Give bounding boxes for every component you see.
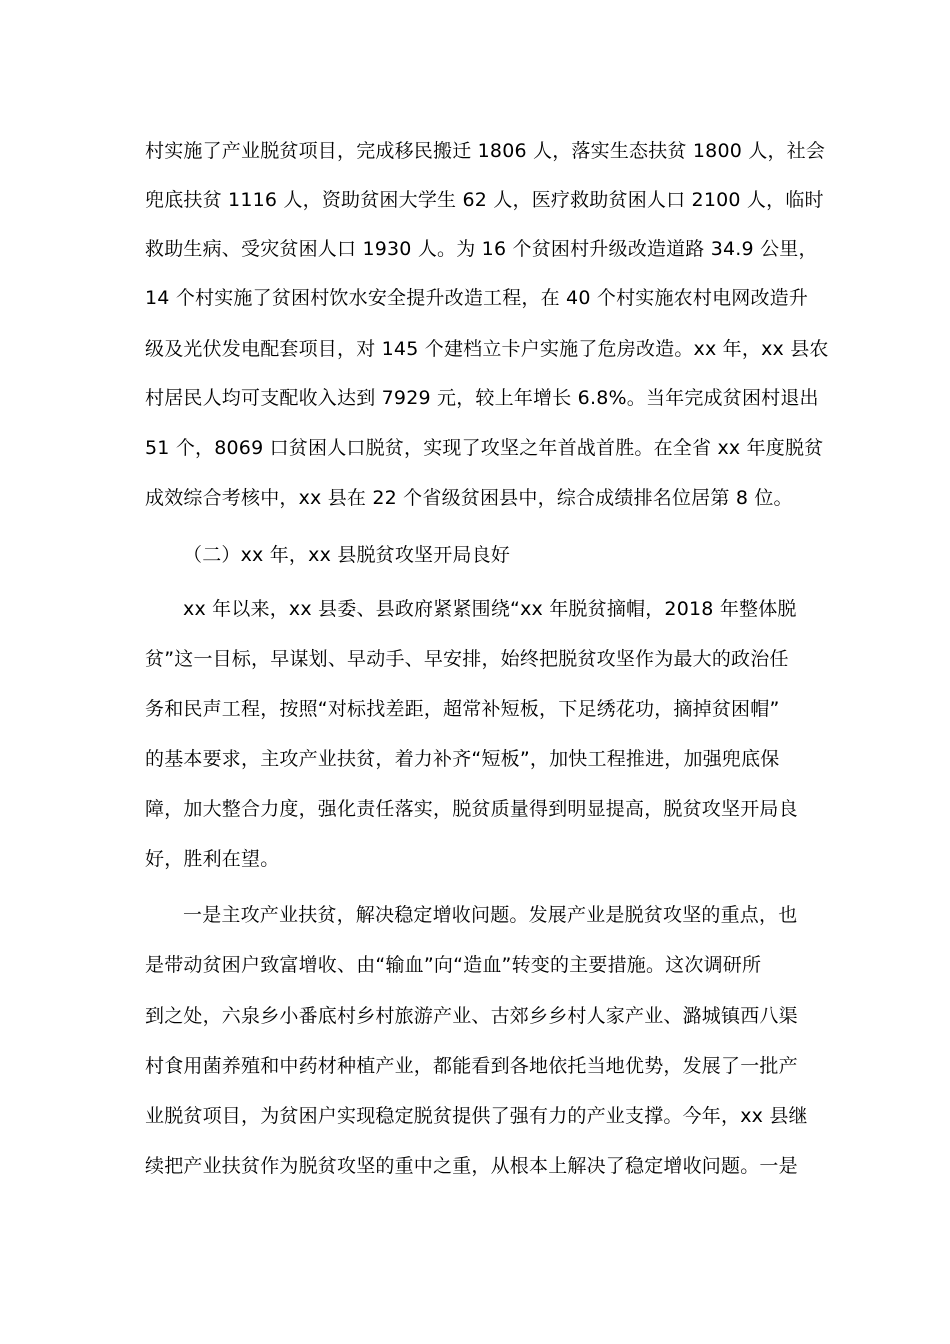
p2-line-6: 好，胜利在望。: [145, 848, 280, 870]
p3-line-5: 业脱贫项目，为贫困户实现稳定脱贫提供了强有力的产业支撑。今年，xx 县继: [145, 1105, 808, 1127]
p3-line-6: 续把产业扶贫作为脱贫攻坚的重中之重，从根本上解决了稳定增收问题。一是: [145, 1155, 798, 1177]
p3-line-2: 是带动贫困户致富增收、由“输血”向“造血”转变的主要措施。这次调研所: [145, 954, 762, 976]
p1-line-3: 救助生病、受灾贫困人口 1930 人。为 16 个贫困村升级改造道路 34.9 公里，: [145, 238, 818, 260]
p1-line-6: 村居民人均可支配收入达到 7929 元，较上年增长 6.8%。当年完成贫困村退出: [145, 387, 819, 409]
p2-line-4: 的基本要求，主攻产业扶贫，着力补齐“短板”，加快工程推进，加强兜底保: [145, 748, 780, 770]
section-heading: （二）xx 年，xx 县脱贫攻坚开局良好: [183, 544, 511, 566]
p1-line-5: 级及光伏发电配套项目，对 145 个建档立卡户实施了危房改造。xx 年，xx 县农: [145, 338, 829, 360]
p1-line-4: 14 个村实施了贫困村饮水安全提升改造工程，在 40 个村实施农村电网改造升: [145, 287, 809, 309]
p1-line-8: 成效综合考核中，xx 县在 22 个省级贫困县中，综合成绩排名位居第 8 位。: [145, 487, 793, 509]
p1-line-7: 51 个，8069 口贫困人口脱贫，实现了攻坚之年首战首胜。在全省 xx 年度脱贫: [145, 437, 824, 459]
p2-line-5: 障，加大整合力度，强化责任落实，脱贫质量得到明显提高，脱贫攻坚开局良: [145, 798, 798, 820]
p2-line-2: 贫”这一目标，早谋划、早动手、早安排，始终把脱贫攻坚作为最大的政治任: [145, 648, 789, 670]
p3-line-1: 一是主攻产业扶贫，解决稳定增收问题。发展产业是脱贫攻坚的重点，也: [183, 904, 798, 926]
p2-line-1: xx 年以来，xx 县委、县政府紧紧围绕“xx 年脱贫摘帽，2018 年整体脱: [183, 598, 797, 620]
p3-line-3: 到之处，六泉乡小番底村乡村旅游产业、古郊乡乡村人家产业、潞城镇西八渠: [145, 1005, 798, 1027]
p3-line-4: 村食用菌养殖和中药材种植产业，都能看到各地依托当地优势，发展了一批产: [145, 1055, 798, 1077]
p1-line-2: 兜底扶贫 1116 人，资助贫困大学生 62 人，医疗救助贫困人口 2100 人，临时: [145, 189, 824, 211]
p2-line-3: 务和民声工程，按照“对标找差距，超常补短板，下足绣花功，摘掉贫困帽”: [145, 698, 780, 720]
p1-line-1: 村实施了产业脱贫项目，完成移民搬迁 1806 人，落实生态扶贫 1800 人，社会: [145, 140, 826, 162]
